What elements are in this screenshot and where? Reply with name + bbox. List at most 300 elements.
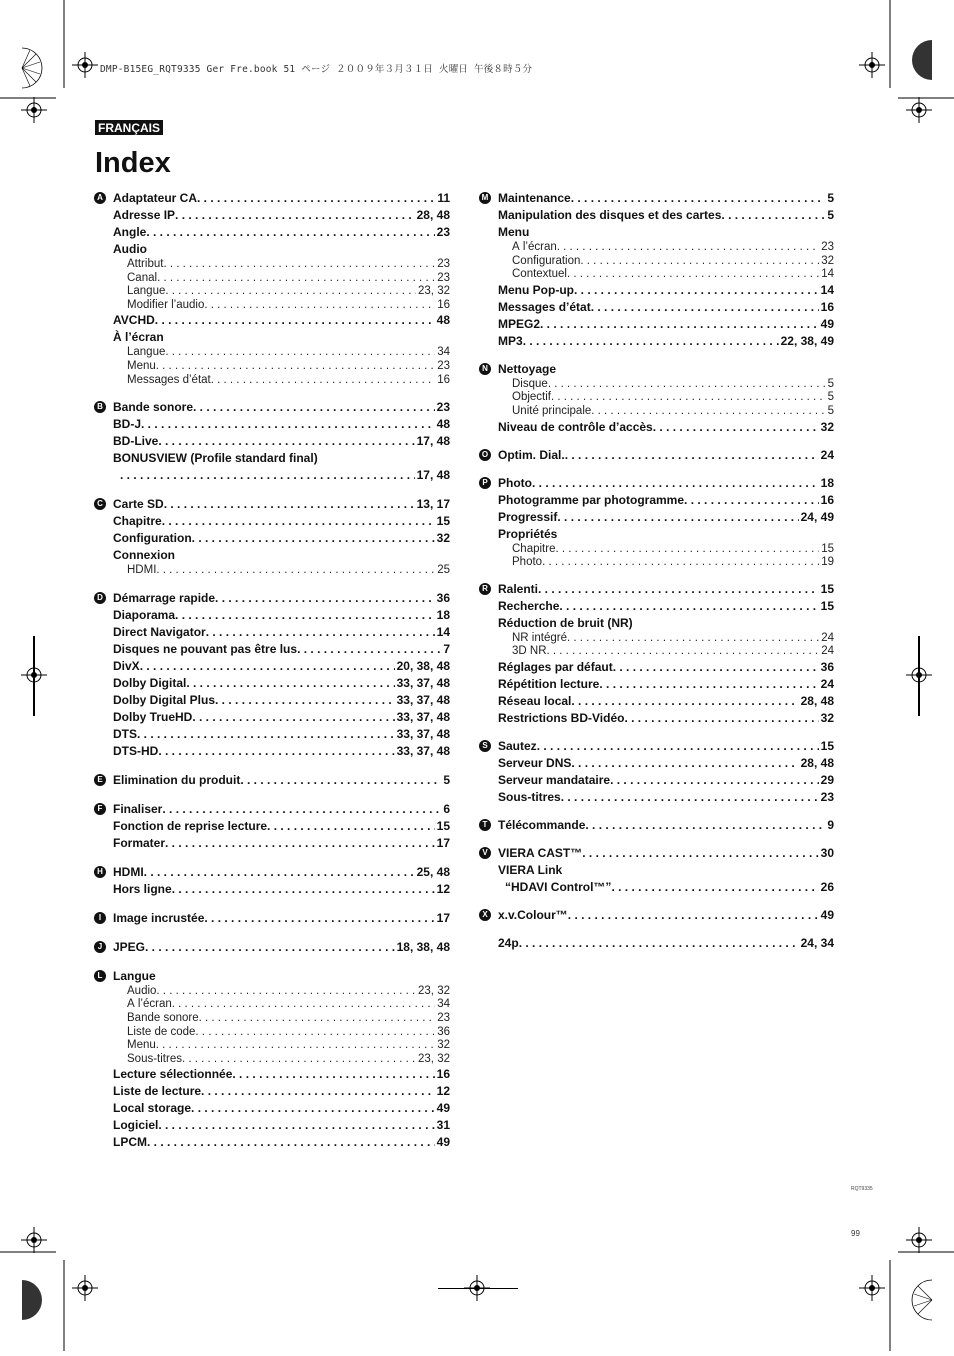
entry-pages: 33, 37, 48 (396, 709, 450, 724)
entry-label: Bande sonore (127, 1011, 199, 1024)
entry-pages: 48 (436, 313, 450, 328)
registration-mark-icon (21, 97, 47, 123)
entry-label: Démarrage rapide (113, 590, 216, 605)
entry-pages: 49 (820, 907, 834, 922)
entry-pages: 18 (436, 607, 450, 622)
entry-label: HDMI (113, 864, 144, 879)
dot-leader (215, 692, 395, 709)
dot-leader (557, 509, 798, 526)
dot-leader (610, 772, 819, 789)
dot-leader (571, 755, 798, 772)
entry-pages: 16 (437, 373, 450, 386)
dot-leader (559, 598, 818, 615)
entry-pages: 11 (437, 191, 450, 205)
letter-marker-icon: O (479, 449, 491, 461)
dot-leader (232, 1066, 434, 1083)
entry-label: Unité principale (512, 404, 592, 417)
entry-label: Bande sonore (113, 400, 194, 415)
dot-leader (163, 258, 435, 272)
index-subentry (127, 299, 450, 313)
entry-label: À l’écran (512, 241, 557, 253)
dot-leader (240, 772, 441, 789)
letter-marker-icon: L (94, 970, 106, 982)
entry-label: Serveur DNS (498, 755, 572, 770)
entry-label: DTS-HD (113, 743, 159, 758)
entry-label: Progressif (498, 509, 558, 524)
entry-label: Angle (113, 225, 147, 239)
index-entry (498, 447, 834, 464)
index-entry (498, 299, 834, 316)
entry-pages: 16 (820, 299, 834, 314)
entry-pages: 34 (437, 346, 450, 359)
index-entry (113, 939, 450, 956)
entry-label: Liste de code (127, 1025, 196, 1038)
index-entry (498, 598, 834, 615)
entry-pages: 17 (436, 910, 450, 925)
index-entry (113, 190, 450, 207)
entry-pages: 26 (820, 879, 834, 894)
index-entry (113, 1134, 450, 1151)
entry-pages: 22, 38, 49 (780, 333, 834, 348)
index-heading: Menu (498, 225, 530, 239)
entry-pages: 15 (436, 514, 450, 529)
dot-leader (193, 399, 435, 416)
index-group (479, 738, 834, 806)
dot-leader (206, 624, 435, 641)
index-heading: BONUSVIEW (Profile standard final) (113, 451, 318, 466)
entry-pages: 5 (827, 191, 834, 205)
entry-pages: 48 (436, 417, 450, 432)
entry-pages: 5 (827, 377, 834, 390)
dot-leader (175, 607, 435, 624)
entry-pages: 32 (820, 419, 834, 434)
index-group (479, 361, 834, 436)
index-subentry (127, 360, 450, 374)
index-entry (113, 496, 450, 513)
index-heading: VIERA Link (498, 862, 563, 877)
dot-leader (267, 818, 435, 835)
dot-leader (156, 985, 416, 999)
entry-pages: 18 (820, 475, 834, 490)
index-subentry (127, 346, 450, 360)
dot-leader (580, 255, 819, 269)
entry-pages: 7 (443, 641, 450, 656)
letter-marker-icon: B (94, 401, 106, 413)
entry-pages: 33, 37, 48 (396, 692, 450, 707)
dot-leader (145, 939, 395, 956)
index-entry (113, 910, 450, 927)
entry-label: Configuration (512, 254, 581, 267)
letter-marker-icon: V (479, 847, 491, 859)
letter-marker-icon: D (94, 592, 106, 604)
entry-label: Lecture sélectionnée (113, 1067, 233, 1082)
dot-leader (613, 659, 819, 676)
entry-label: Audio (127, 984, 157, 997)
index-subentry (512, 378, 834, 392)
entry-label: DTS (113, 726, 137, 741)
dot-leader (555, 543, 819, 557)
letter-marker-icon: R (479, 583, 491, 595)
index-group (94, 910, 450, 927)
index-entry (120, 467, 450, 484)
index-entry (498, 738, 834, 755)
index-entry (113, 801, 450, 818)
entry-label: Photo (512, 556, 543, 569)
entry-label: Liste de lecture (113, 1084, 202, 1099)
dot-leader (624, 710, 818, 727)
entry-label: Dolby Digital Plus (113, 692, 216, 707)
entry-pages: 18, 38, 48 (396, 939, 450, 954)
entry-label: Photogramme par photogramme (498, 492, 685, 507)
index-subentry (512, 268, 834, 282)
entry-label: Langue (127, 346, 166, 359)
index-column-right (479, 190, 834, 952)
index-entry (498, 419, 834, 436)
entry-pages: 13, 17 (416, 497, 450, 512)
index-heading: Propriétés (498, 526, 558, 541)
entry-label: Contextuel (512, 268, 567, 281)
entry-label: Logiciel (113, 1118, 159, 1133)
index-entry (113, 607, 450, 624)
dot-leader (591, 405, 825, 419)
index-entry (113, 881, 450, 898)
entry-pages: 24 (820, 447, 834, 462)
index-subentry (127, 258, 450, 272)
dot-leader (120, 467, 415, 484)
index-entry (498, 492, 834, 509)
dot-leader (197, 190, 435, 207)
index-entry (113, 641, 450, 658)
entry-pages: 17 (436, 835, 450, 850)
index-entry (113, 1117, 450, 1134)
entry-label: Recherche (498, 598, 560, 613)
index-group (479, 907, 834, 924)
dot-leader (519, 935, 799, 952)
dot-leader (567, 632, 819, 646)
index-entry (113, 1100, 450, 1117)
index-subentry (512, 543, 834, 557)
entry-label: Menu Pop-up (498, 282, 574, 297)
dot-leader (565, 447, 819, 464)
entry-pages: 9 (827, 817, 834, 832)
index-group (94, 772, 450, 789)
entry-label: Direct Navigator (113, 624, 206, 639)
dot-leader (162, 801, 441, 818)
dot-leader (721, 207, 825, 224)
dot-leader (172, 998, 435, 1012)
dot-leader (523, 333, 779, 350)
dot-leader (201, 1083, 435, 1100)
index-subentry (512, 405, 834, 419)
index-subentry (127, 998, 450, 1012)
index-group (479, 845, 834, 896)
dot-leader (147, 1134, 435, 1151)
index-subentry (512, 255, 834, 269)
entry-pages: 24, 49 (800, 509, 834, 524)
letter-marker-icon: A (94, 192, 106, 204)
entry-label: Dolby Digital (113, 675, 187, 690)
dot-leader (582, 845, 818, 862)
index-entry (113, 399, 450, 416)
entry-pages: 23 (437, 271, 450, 284)
entry-label: NR intégré (512, 631, 567, 644)
index-group (94, 496, 450, 578)
index-entry (113, 692, 450, 709)
entry-label: Disque (512, 377, 548, 390)
index-entry (498, 659, 834, 676)
letter-marker-icon: X (479, 909, 491, 921)
document-code: RQT9335 (851, 1186, 873, 1192)
index-entry (498, 581, 834, 598)
entry-pages: 23 (437, 1011, 450, 1024)
entry-pages: 49 (436, 1135, 450, 1150)
letter-marker-icon: N (479, 363, 491, 375)
page-title: Index (95, 147, 171, 179)
entry-label: Réseau local (498, 693, 572, 708)
entry-label: Elimination du produit (113, 772, 241, 787)
dot-leader (548, 378, 826, 392)
dot-leader (192, 709, 394, 726)
letter-marker-icon: C (94, 498, 106, 510)
dot-leader (172, 881, 435, 898)
index-entry (113, 530, 450, 547)
index-entry (113, 513, 450, 530)
entry-pages: 33, 37, 48 (396, 743, 450, 758)
entry-pages: 17, 48 (416, 434, 450, 449)
dot-leader (165, 285, 416, 299)
dot-leader (571, 190, 826, 207)
dot-leader (611, 879, 818, 896)
entry-pages: 23, 32 (418, 285, 450, 298)
entry-label: Sous-titres (498, 789, 561, 804)
index-subentry (127, 374, 450, 388)
entry-pages: 15 (820, 738, 834, 753)
dot-leader (204, 299, 435, 313)
index-subentry (512, 241, 834, 255)
dot-leader (158, 743, 394, 760)
index-entry (113, 1083, 450, 1100)
entry-pages: 36 (437, 1025, 450, 1038)
registration-mark-icon (21, 1227, 47, 1253)
dot-leader (141, 416, 435, 433)
entry-pages: 49 (436, 1101, 450, 1116)
entry-pages: 12 (436, 881, 450, 896)
dot-leader (540, 316, 819, 333)
index-group (479, 447, 834, 464)
index-entry (498, 789, 834, 806)
dot-leader (158, 433, 414, 450)
dot-leader (542, 556, 819, 570)
entry-label: Photo (498, 475, 532, 490)
entry-label: Configuration (113, 531, 192, 546)
index-entry (498, 772, 834, 789)
entry-pages: 15 (820, 598, 834, 613)
index-group (94, 190, 450, 387)
dot-leader (574, 282, 819, 299)
entry-pages: 5 (443, 772, 450, 787)
dot-leader (140, 658, 395, 675)
index-group (479, 475, 834, 570)
entry-pages: 49 (820, 316, 834, 331)
dot-leader (199, 1012, 436, 1026)
dot-leader (684, 492, 819, 509)
entry-pages: 20, 38, 48 (396, 658, 450, 673)
index-entry (113, 818, 450, 835)
entry-pages: 23 (437, 258, 450, 270)
entry-label: MP3 (498, 333, 523, 348)
entry-pages: 28, 48 (800, 693, 834, 708)
entry-pages: 33, 37, 48 (396, 726, 450, 741)
language-badge: FRANÇAIS (95, 120, 163, 135)
index-entry (113, 207, 450, 224)
entry-pages: 23 (436, 225, 450, 239)
dot-leader (532, 475, 819, 492)
entry-label: Messages d’état (127, 373, 211, 386)
index-heading: Audio (113, 242, 147, 256)
entry-pages: 24 (821, 631, 834, 644)
page-number: 99 (851, 1229, 860, 1238)
registration-mark-icon (72, 1275, 98, 1301)
entry-label: Niveau de contrôle d’accès (498, 419, 653, 434)
entry-label: Ralenti (498, 581, 539, 596)
entry-label: Disques ne pouvant pas être lus (113, 641, 298, 656)
entry-label: x.v.Colour™ (498, 907, 568, 922)
dot-leader (164, 496, 415, 513)
dot-leader (192, 530, 435, 547)
entry-label: Adresse IP (113, 208, 176, 222)
dot-leader (571, 693, 798, 710)
entry-pages: 14 (821, 268, 834, 281)
entry-pages: 24 (820, 676, 834, 691)
dot-leader (211, 374, 435, 388)
dot-leader (591, 299, 819, 316)
letter-marker-icon: J (94, 941, 106, 953)
letter-marker-icon: T (479, 819, 491, 831)
index-entry (498, 710, 834, 727)
dot-leader (156, 1039, 435, 1053)
entry-pages: 5 (827, 208, 834, 222)
entry-label: HDMI (127, 564, 157, 577)
entry-pages: 15 (820, 581, 834, 596)
entry-label: Adaptateur CA (113, 191, 198, 205)
index-entry (498, 755, 834, 772)
index-group (94, 801, 450, 852)
index-heading: À l’écran (113, 330, 164, 345)
index-group (94, 590, 450, 760)
entry-label: Diaporama (113, 607, 176, 622)
entry-pages: 23 (436, 400, 450, 415)
entry-label: 24p (498, 935, 519, 950)
entry-pages: 36 (436, 590, 450, 605)
entry-pages: 14 (436, 624, 450, 639)
index-subentry (127, 285, 450, 299)
dot-leader (551, 391, 826, 405)
entry-pages: 28, 48 (800, 755, 834, 770)
entry-pages: 6 (443, 801, 450, 816)
dot-leader (297, 641, 441, 658)
entry-label: JPEG (113, 939, 146, 954)
index-subentry (127, 1012, 450, 1026)
entry-label: Langue (127, 285, 166, 298)
letter-marker-icon: P (479, 477, 491, 489)
index-entry (498, 676, 834, 693)
index-entry (113, 835, 450, 852)
crop-mark-side (33, 636, 35, 716)
dot-leader (568, 907, 819, 924)
index-entry (498, 282, 834, 299)
dot-leader (599, 676, 818, 693)
index-entry (113, 658, 450, 675)
index-subentry (127, 985, 450, 999)
entry-pages: 23 (437, 359, 450, 372)
entry-label: Local storage (113, 1101, 192, 1116)
index-group (479, 817, 834, 834)
dot-leader (567, 268, 819, 282)
index-entry (113, 864, 450, 881)
index-heading: Réduction de bruit (NR) (498, 615, 633, 630)
entry-label: 3D NR (512, 645, 547, 658)
index-entry (498, 316, 834, 333)
entry-label: À l’écran (127, 998, 172, 1011)
entry-label: Menu (127, 1039, 156, 1052)
entry-pages: 32 (821, 254, 834, 267)
entry-pages: 23, 32 (418, 1052, 450, 1065)
entry-label: Chapitre (113, 514, 162, 529)
index-entry (113, 726, 450, 743)
entry-label: LPCM (113, 1135, 147, 1150)
index-entry (498, 207, 834, 224)
entry-label: Restrictions BD-Vidéo (498, 710, 625, 725)
crop-mark-bottom-center (438, 1288, 518, 1289)
entry-label: MPEG2 (498, 316, 541, 331)
entry-pages: 23 (821, 241, 834, 253)
entry-pages: 29 (820, 772, 834, 787)
dot-leader (204, 910, 434, 927)
index-subentry (127, 564, 450, 578)
entry-label: BD-J (113, 417, 142, 432)
entry-pages: 23 (820, 789, 834, 804)
entry-label: Répétition lecture (498, 676, 600, 691)
index-subentry (127, 272, 450, 286)
entry-label: VIERA CAST™ (498, 845, 583, 860)
entry-label: BD-Live (113, 434, 159, 449)
entry-label: Réglages par défaut (498, 659, 613, 674)
index-subentry (512, 645, 834, 659)
dot-leader (158, 1117, 434, 1134)
index-heading: Langue (113, 968, 156, 983)
dot-leader (195, 1026, 435, 1040)
index-subentry (512, 391, 834, 405)
index-entry (113, 772, 450, 789)
dot-leader (186, 675, 394, 692)
entry-pages: 32 (820, 710, 834, 725)
entry-label: Sautez (498, 738, 537, 753)
dot-leader (162, 513, 435, 530)
index-entry (113, 224, 450, 241)
index-subentry (127, 1053, 450, 1067)
dot-leader (156, 564, 435, 578)
index-group (479, 935, 834, 952)
entry-label: Serveur mandataire (498, 772, 611, 787)
dot-leader (538, 581, 819, 598)
entry-pages: 16 (820, 492, 834, 507)
dot-leader (144, 864, 415, 881)
index-entry (498, 817, 834, 834)
letter-marker-icon: S (479, 740, 491, 752)
entry-label: Modifier l’audio (127, 298, 205, 311)
index-subentry (127, 1026, 450, 1040)
entry-pages: 5 (827, 391, 834, 404)
